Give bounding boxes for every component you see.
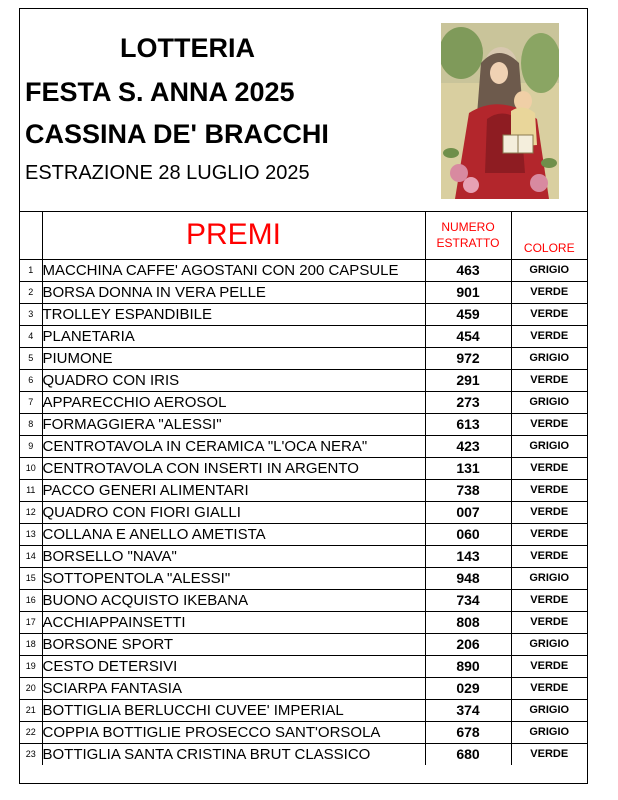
prize-name: QUADRO CON FIORI GIALLI <box>42 501 425 523</box>
table-row <box>20 325 587 347</box>
table-row <box>20 721 587 743</box>
prize-name: COLLANA E ANELLO AMETISTA <box>42 523 425 545</box>
table-row <box>20 259 587 281</box>
ticket-color: VERDE <box>511 545 587 567</box>
ticket-color: GRIGIO <box>511 347 587 369</box>
prize-name: FORMAGGIERA "ALESSI" <box>42 413 425 435</box>
prize-index: 19 <box>20 655 42 677</box>
table-row <box>20 523 587 545</box>
prize-index: 20 <box>20 677 42 699</box>
table-row <box>20 435 587 457</box>
ticket-color: VERDE <box>511 369 587 391</box>
table-row <box>20 479 587 501</box>
prize-index: 2 <box>20 281 42 303</box>
table-row <box>20 369 587 391</box>
prize-index: 6 <box>20 369 42 391</box>
winning-number: 291 <box>425 369 511 391</box>
prize-name: PACCO GENERI ALIMENTARI <box>42 479 425 501</box>
prize-name: SCIARPA FANTASIA <box>42 677 425 699</box>
prize-index: 14 <box>20 545 42 567</box>
prize-index: 3 <box>20 303 42 325</box>
lottery-sheet <box>19 8 588 784</box>
prize-index: 10 <box>20 457 42 479</box>
ticket-color: GRIGIO <box>511 699 587 721</box>
numero-estratto-header <box>425 211 511 259</box>
ticket-color: VERDE <box>511 743 587 765</box>
table-row <box>20 347 587 369</box>
prize-name: CENTROTAVOLA IN CERAMICA "L'OCA NERA" <box>42 435 425 457</box>
winning-number: 131 <box>425 457 511 479</box>
prize-name: MACCHINA CAFFE' AGOSTANI CON 200 CAPSULE <box>42 259 425 281</box>
table-row <box>20 501 587 523</box>
prize-index: 15 <box>20 567 42 589</box>
prize-index: 4 <box>20 325 42 347</box>
prize-index: 17 <box>20 611 42 633</box>
ticket-color: VERDE <box>511 457 587 479</box>
winning-number: 972 <box>425 347 511 369</box>
ticket-color: VERDE <box>511 611 587 633</box>
prize-name: ACCHIAPPAINSETTI <box>42 611 425 633</box>
prize-name: CENTROTAVOLA CON INSERTI IN ARGENTO <box>42 457 425 479</box>
saint-anne-image <box>441 23 559 199</box>
ticket-color: VERDE <box>511 655 587 677</box>
winning-number: 901 <box>425 281 511 303</box>
prizes-table <box>20 211 587 765</box>
colore-header: COLORE <box>511 211 587 259</box>
table-row <box>20 743 587 765</box>
prize-name: TROLLEY ESPANDIBILE <box>42 303 425 325</box>
ticket-color: GRIGIO <box>511 259 587 281</box>
prize-index: 22 <box>20 721 42 743</box>
prize-index: 7 <box>20 391 42 413</box>
winning-number: 007 <box>425 501 511 523</box>
prize-index: 11 <box>20 479 42 501</box>
prize-index: 12 <box>20 501 42 523</box>
winning-number: 738 <box>425 479 511 501</box>
winning-number: 273 <box>425 391 511 413</box>
ticket-color: VERDE <box>511 303 587 325</box>
ticket-color: GRIGIO <box>511 633 587 655</box>
table-row <box>20 677 587 699</box>
prize-name: PLANETARIA <box>42 325 425 347</box>
ticket-color: VERDE <box>511 677 587 699</box>
winning-number: 060 <box>425 523 511 545</box>
ticket-color: VERDE <box>511 501 587 523</box>
winning-number: 808 <box>425 611 511 633</box>
ticket-color: VERDE <box>511 281 587 303</box>
winning-number: 459 <box>425 303 511 325</box>
winning-number: 374 <box>425 699 511 721</box>
ticket-color: VERDE <box>511 325 587 347</box>
prize-index: 9 <box>20 435 42 457</box>
prize-name: PIUMONE <box>42 347 425 369</box>
title-lotteria: LOTTERIA <box>120 33 255 63</box>
table-row <box>20 457 587 479</box>
prize-name: BUONO ACQUISTO IKEBANA <box>42 589 425 611</box>
table-row <box>20 281 587 303</box>
prize-index: 1 <box>20 259 42 281</box>
table-row <box>20 633 587 655</box>
winning-number: 948 <box>425 567 511 589</box>
prize-name: COPPIA BOTTIGLIE PROSECCO SANT'ORSOLA <box>42 721 425 743</box>
table-row <box>20 567 587 589</box>
winning-number: 423 <box>425 435 511 457</box>
table-row <box>20 589 587 611</box>
winning-number: 680 <box>425 743 511 765</box>
winning-number: 613 <box>425 413 511 435</box>
prize-name: QUADRO CON IRIS <box>42 369 425 391</box>
ticket-color: GRIGIO <box>511 391 587 413</box>
table-row <box>20 699 587 721</box>
ticket-color: VERDE <box>511 479 587 501</box>
ticket-color: GRIGIO <box>511 721 587 743</box>
winning-number: 029 <box>425 677 511 699</box>
table-row <box>20 413 587 435</box>
premi-header: PREMI <box>42 211 425 259</box>
prize-index: 18 <box>20 633 42 655</box>
table-row <box>20 655 587 677</box>
prize-name: SOTTOPENTOLA "ALESSI" <box>42 567 425 589</box>
header <box>20 9 587 212</box>
prize-name: BOTTIGLIA BERLUCCHI CUVEE' IMPERIAL <box>42 699 425 721</box>
prize-name: APPARECCHIO AEROSOL <box>42 391 425 413</box>
table-row <box>20 303 587 325</box>
prize-index: 23 <box>20 743 42 765</box>
title-location: CASSINA DE' BRACCHI <box>25 119 329 149</box>
winning-number: 206 <box>425 633 511 655</box>
prize-index: 5 <box>20 347 42 369</box>
table-header-row <box>20 211 587 259</box>
prize-index: 16 <box>20 589 42 611</box>
table-row <box>20 611 587 633</box>
winning-number: 734 <box>425 589 511 611</box>
prize-index: 21 <box>20 699 42 721</box>
ticket-color: VERDE <box>511 413 587 435</box>
estratto-label: ESTRATTO <box>436 235 500 250</box>
winning-number: 454 <box>425 325 511 347</box>
winning-number: 890 <box>425 655 511 677</box>
winning-number: 143 <box>425 545 511 567</box>
ticket-color: GRIGIO <box>511 435 587 457</box>
ticket-color: GRIGIO <box>511 567 587 589</box>
prize-name: BORSA DONNA IN VERA PELLE <box>42 281 425 303</box>
winning-number: 463 <box>425 259 511 281</box>
table-row <box>20 391 587 413</box>
table-row <box>20 545 587 567</box>
winning-number: 678 <box>425 721 511 743</box>
prize-name: BORSONE SPORT <box>42 633 425 655</box>
prize-name: CESTO DETERSIVI <box>42 655 425 677</box>
prize-index: 13 <box>20 523 42 545</box>
title-festa: FESTA S. ANNA 2025 <box>25 77 295 107</box>
numero-label: NUMERO <box>441 219 495 234</box>
ticket-color: VERDE <box>511 589 587 611</box>
prize-index: 8 <box>20 413 42 435</box>
header-index-cell <box>20 211 42 259</box>
prize-name: BOTTIGLIA SANTA CRISTINA BRUT CLASSICO <box>42 743 425 765</box>
ticket-color: VERDE <box>511 523 587 545</box>
draw-date: ESTRAZIONE 28 LUGLIO 2025 <box>25 162 310 184</box>
prize-name: BORSELLO "NAVA" <box>42 545 425 567</box>
